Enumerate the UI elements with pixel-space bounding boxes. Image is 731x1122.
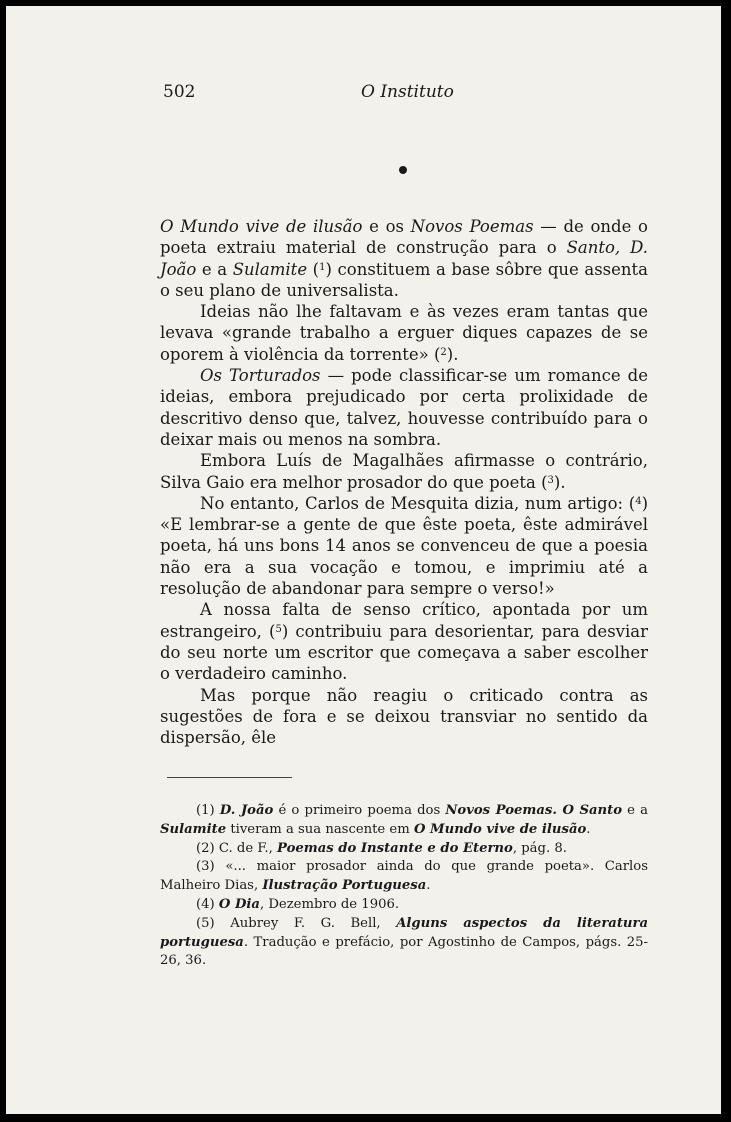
paragraph-4: Embora Luís de Magalhães afirmasse o contrário, Silva Gaio era melhor prosador do que poeta ($^3$). bbox=[160, 451, 648, 492]
footnote-ref-2: 2 bbox=[440, 346, 447, 358]
work-title: Santo, D. João bbox=[160, 238, 648, 279]
footnote-number: (5) bbox=[196, 915, 215, 931]
work-title: Os Torturados bbox=[200, 366, 321, 386]
page-number: 502 bbox=[163, 82, 196, 102]
paragraph-1: O Mundo vive de ilusão e os Novos Poemas — de onde o poeta extraiu material de construção para o Santo, D. João e a Sulamite ($^1$) constituem a base sôbre que assenta o seu plano de universalista. bbox=[160, 217, 649, 300]
footnote-number: (1) bbox=[196, 803, 215, 818]
work-title: Novos Poemas bbox=[410, 217, 534, 236]
footnote-3: (3) «... maior prosador ainda do que grande poeta». Carlos Malheiro Dias, Ilustração Portuguesa. bbox=[160, 859, 648, 894]
book-page bbox=[6, 6, 721, 1114]
bullet-ornament bbox=[399, 166, 407, 174]
body-text bbox=[160, 216, 648, 748]
running-title: O Instituto bbox=[361, 82, 454, 102]
footnote-separator bbox=[167, 777, 292, 778]
paragraph-3: Os Torturados — pode classificar-se um romance de ideias, embora prejudicado por certa prolixidade de descritivo denso que, talvez, houvesse contribuído para o deixar mais ou menos na sombra. bbox=[160, 366, 648, 449]
footnote-5: (5) Aubrey F. G. Bell, Alguns aspectos da literatura portuguesa. Tradução e prefácio, por Agostinho de Campos, págs. 25-26, 36. bbox=[160, 915, 648, 969]
footnote-ref-5: 5 bbox=[275, 623, 282, 635]
footnote-1: (1) D. João é o primeiro poema dos Novos Poemas. O Santo e a Sulamite tiveram a sua nascente em O Mundo vive de ilusão. bbox=[160, 803, 648, 837]
page-header bbox=[163, 82, 649, 106]
paragraph-6: A nossa falta de senso crítico, apontada por um estrangeiro, ($^5$) contribuiu para desorientar, para desviar do seu norte um escritor que começava a saber escolher o verdadeiro caminho. bbox=[160, 600, 648, 684]
footnote-number: (4) bbox=[196, 896, 215, 912]
footnote-number: (2) bbox=[196, 840, 215, 856]
paragraph-5: No entanto, Carlos de Mesquita dizia, num artigo: ($^4$) «E lembrar-se a gente de que êste poeta, êste admirável poeta, há uns bons 14 anos se convenceu de que a poesia não era a sua vocação e tomou, e imprimiu até a resolução de abandonar para sempre o verso!» bbox=[160, 493, 648, 599]
paragraph-7: Mas porque não reagiu o criticado contra as sugestões de fora e se deixou transviar no sentido da dispersão, êle bbox=[160, 685, 648, 748]
footnote-number: (3) bbox=[196, 859, 215, 875]
work-title: O Mundo vive de ilusão bbox=[160, 217, 363, 236]
footnote-ref-1: 1 bbox=[319, 261, 326, 273]
footnote-ref-3: 3 bbox=[547, 474, 554, 486]
footnote-4: (4) O Dia, Dezembro de 1906. bbox=[196, 896, 400, 912]
footnote-ref-4: 4 bbox=[635, 495, 642, 507]
work-title: Sulamite bbox=[232, 259, 308, 279]
paragraph-2: Ideias não lhe faltavam e às vezes eram tantas que levava «grande trabalho a erguer diques capazes de se oporem à violência da torrente» ($^2$). bbox=[160, 302, 648, 364]
footnote-2: (2) C. de F., Poemas do Instante e do Eterno, pág. 8. bbox=[196, 840, 567, 856]
footnotes bbox=[160, 802, 648, 971]
